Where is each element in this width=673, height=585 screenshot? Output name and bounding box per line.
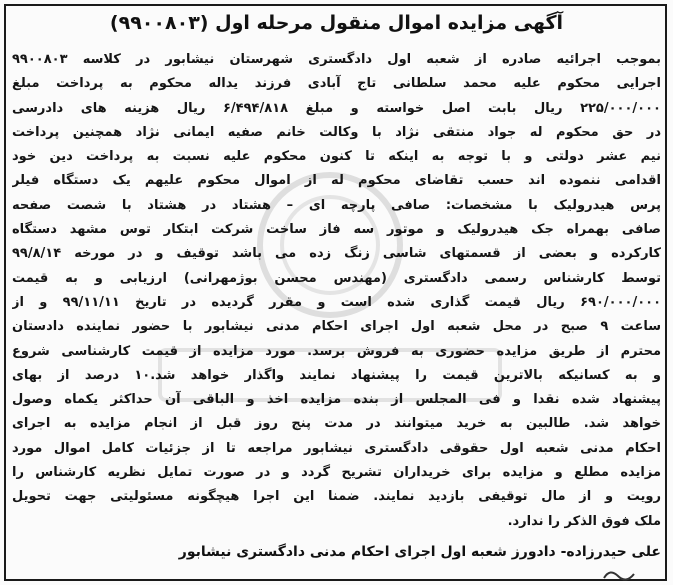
body-line: صافی بهمراه جک هیدرولیک و موتور سه فاز ساخت شرکت ابتکار توس مشهد دستگاه bbox=[12, 222, 661, 238]
body-line: ملک فوق الذکر را ندارد. bbox=[507, 513, 661, 529]
body-line: خواهد شد. طالبین به خرید میتوانند در مدت پنج روز قبل از انجام مزایده به اجرای bbox=[12, 416, 661, 432]
notice-body bbox=[12, 48, 661, 534]
body-line: نیم عشر دولتی و با توجه به اینکه تا کنون محکوم علیه نسبت به پرداخت دین خود bbox=[12, 149, 661, 165]
body-line: ساعت ۹ صبح در محل شعبه اول اجرای احکام مدنی نیشابور با حضور نماینده دادستان bbox=[12, 319, 661, 335]
body-line: اقدامی ننموده اند حسب تقاضای محکوم له از اموال محکوم علیهم یک دستگاه فیلر bbox=[12, 173, 661, 189]
body-line: رویت و از مال توقیفی بازدید نمایند. ضمنا این اجرا هیچگونه مسئولیتی جهت تحویل bbox=[12, 489, 661, 505]
clipping-edge-mark bbox=[600, 566, 640, 582]
body-line: احکام مدنی شعبه اول حقوقی دادگستری نیشابور مراجعه تا از جزئیات کامل اموال مورد bbox=[12, 440, 661, 456]
body-line: مزایده مطلع و مزایده برای خریداران تشریح گردد و در صورت تمایل نظریه کارشناس را bbox=[12, 465, 661, 481]
body-line: پرس هیدرولیک با مشخصات: صافی پارچه ای – هشتاد در هشتاد با شصت صفحه bbox=[12, 197, 661, 213]
body-line: پیشنهاد شده نقدا و فی المجلس از بنده مزایده اخذ و الباقی آن حداکثر یکماه وصول bbox=[12, 392, 661, 408]
signature-line: علی حیدرزاده- دادورز شعبه اول اجرای احکام مدنی دادگستری نیشابور bbox=[178, 544, 661, 560]
body-line: در حق محکوم له جواد منتقی نژاد با وکالت خانم صفیه ایمانی نژاد همچنین پرداخت bbox=[12, 124, 661, 140]
notice-title: آگهی مزایده اموال منقول مرحله اول (۹۹۰۰۸۰۳) bbox=[109, 12, 564, 34]
body-line: و به کسانیکه بالاترین قیمت را پیشنهاد نمایند واگذار خواهد شد.۱۰ درصد از بهای bbox=[12, 367, 661, 383]
body-line: ۲۲۵/۰۰۰/۰۰۰ ریال بابت اصل خواسته و مبلغ ۶/۴۹۴/۸۱۸ ریال هزینه های دادرسی bbox=[12, 100, 661, 116]
body-line: کارکرده و بعضی از قسمتهای شاسی زنگ زده می باشد توقیف و در مورخه ۹۹/۸/۱۴ bbox=[12, 246, 661, 262]
body-line: توسط کارشناس رسمی دادگستری (مهندس محسن بوژمهرانی) ارزیابی و به قیمت bbox=[12, 270, 661, 286]
body-line: محترم از طریق مزایده حضوری به فروش برسد. مورد مزایده از قیمت کارشناسی شروع bbox=[12, 343, 661, 359]
body-line: ۶۹۰/۰۰۰/۰۰۰ ریال قیمت گذاری شده است و مقرر گردیده در تاریخ ۹۹/۱۱/۱۱ و از bbox=[12, 294, 661, 310]
body-line: بموجب اجرائیه صادره از شعبه اول دادگستری شهرستان نیشابور در کلاسه ۹۹۰۰۸۰۳ bbox=[12, 52, 661, 67]
body-line: اجرایی محکوم علیه محمد سلطانی تاج آبادی فرزند یداله محکوم به پرداخت مبلغ bbox=[12, 76, 661, 92]
